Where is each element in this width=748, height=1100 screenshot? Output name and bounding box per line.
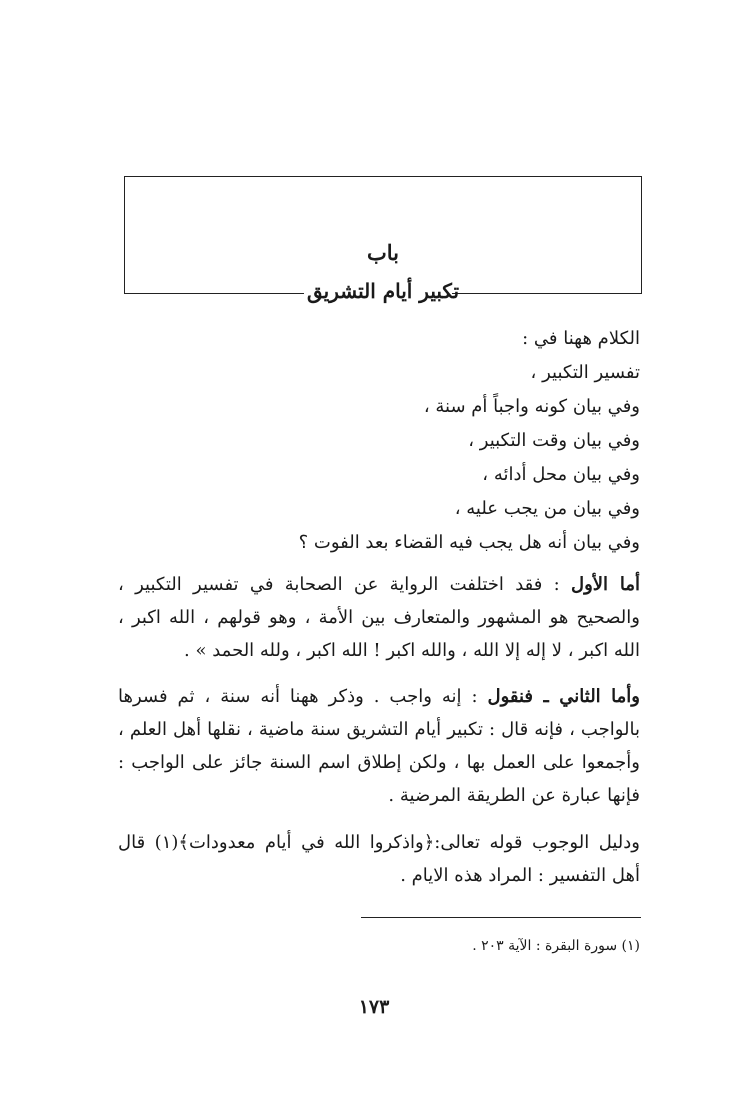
topic-item: وفي بيان أنه هل يجب فيه القضاء بعد الفوت ؟ bbox=[298, 532, 640, 553]
topic-item: وفي بيان كونه واجباً أم سنة ، bbox=[423, 396, 640, 417]
paragraph-text: ودليل الوجوب قوله تعالى:﴿واذكروا الله في أيام معدودات﴾(١) قال أهل التفسير : المراد هذه الايام . bbox=[118, 832, 640, 886]
paragraph-lead: أما الأول bbox=[571, 574, 640, 595]
topic-item: تفسير التكبير ، bbox=[530, 362, 640, 383]
topics-intro: الكلام ههنا في : bbox=[522, 328, 640, 349]
topic-item: وفي بيان محل أدائه ، bbox=[482, 464, 640, 485]
paragraph-text: : فقد اختلفت الرواية عن الصحابة في تفسير التكبير ، والصحيح هو المشهور والمتعارف بين الأمة ، وهو قولهم ، الله اكبر ، الله اكبر ، لا إله إلا الله ، والله اكبر ! الله اكبر ، ولله الحمد » . bbox=[118, 574, 640, 661]
paragraph-evidence bbox=[118, 826, 640, 892]
chapter-header-box bbox=[124, 176, 642, 303]
chapter-label: باب bbox=[366, 240, 399, 265]
topic-item: وفي بيان وقت التكبير ، bbox=[468, 430, 640, 451]
chapter-title: تكبير أيام التشريق bbox=[306, 279, 460, 303]
topic-item: وفي بيان من يجب عليه ، bbox=[454, 498, 640, 519]
topics-list bbox=[118, 322, 640, 560]
paragraph-second bbox=[118, 680, 640, 812]
header-border-top bbox=[124, 176, 642, 177]
page-number: ١٧٣ bbox=[358, 996, 390, 1018]
footnote-divider bbox=[361, 917, 641, 918]
paragraph-first bbox=[118, 568, 640, 667]
paragraph-text: : إنه واجب . وذكر ههنا أنه سنة ، ثم فسرها بالواجب ، فإنه قال : تكبير أيام التشريق سنة ماضية ، نقلها أهل العلم ، وأجمعوا على العمل بها ، ولكن إطلاق اسم السنة جائز على الواجب : فإنها عبارة عن الطريقة المرضية . bbox=[118, 686, 640, 806]
footnote: (١) سورة البقرة : الآية ٢٠٣ . bbox=[472, 938, 640, 954]
paragraph-lead: وأما الثاني ـ فنقول bbox=[487, 686, 640, 707]
